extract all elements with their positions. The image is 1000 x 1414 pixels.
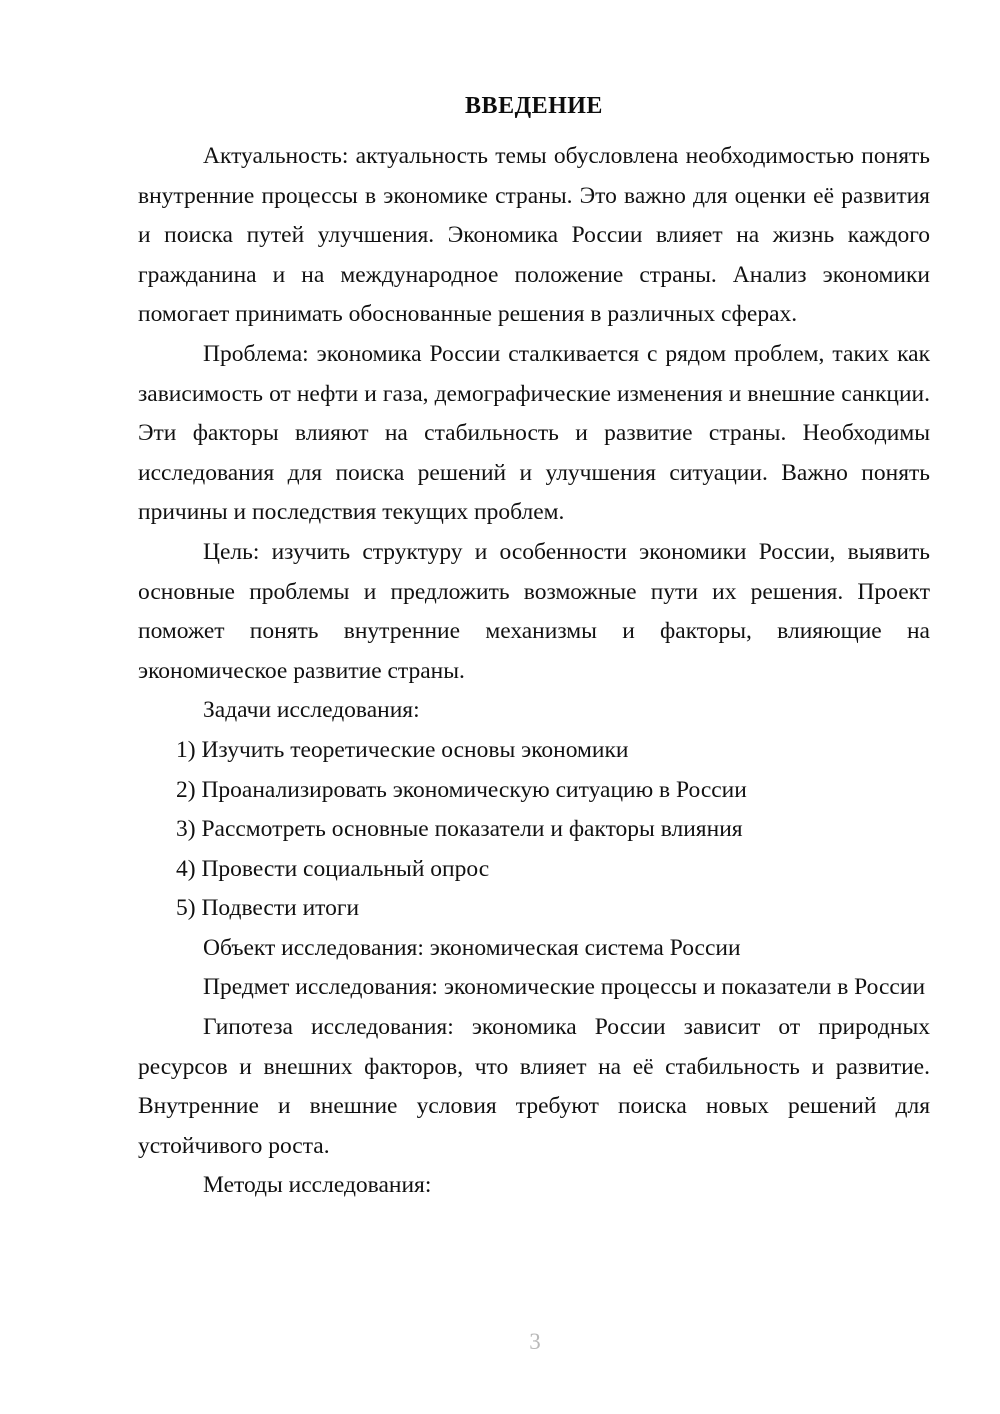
paragraph-subject: Предмет исследования: экономические процессы и показатели в России	[203, 974, 926, 1001]
page-title: ВВЕДЕНИЕ	[465, 93, 603, 119]
page-content	[138, 86, 930, 1206]
paragraph-problem: Проблема: экономика России сталкивается с рядом проблем, таких как зависимость от нефти и газа, демографические изменения и внешние санкции. Эти факторы влияют на стабильность и развитие страны. Необходимы исследования для поиска решений и улучшения ситуации. Важно понять причины и последствия текущих проблем.	[138, 340, 930, 526]
page-number: 3	[529, 1329, 541, 1354]
paragraph-hypothesis: Гипотеза исследования: экономика России зависит от природных ресурсов и внешних факторов, что влияет на её стабильность и развитие. Внутренние и внешние условия требуют поиска новых решений для устойчивого роста.	[138, 1014, 930, 1159]
methods-label: Методы исследования:	[203, 1172, 432, 1199]
list-item: 2) Проанализировать экономическую ситуацию в России	[176, 776, 747, 803]
paragraph-object: Объект исследования: экономическая система России	[203, 934, 741, 961]
tasks-label: Задачи исследования:	[203, 697, 420, 724]
paragraph-goal: Цель: изучить структуру и особенности экономики России, выявить основные проблемы и предложить возможные пути их решения. Проект поможет понять внутренние механизмы и факторы, влияющие на экономическое развитие страны.	[138, 538, 930, 684]
list-item: 4) Провести социальный опрос	[176, 855, 490, 882]
list-item: 1) Изучить теоретические основы экономики	[176, 736, 629, 763]
paragraph-relevance: Актуальность: актуальность темы обусловлена необходимостью понять внутренние процессы в экономике страны. Это важно для оценки её развития и поиска путей улучшения. Экономика России влияет на жизнь каждого гражданина и на международное положение страны. Анализ экономики помогает принимать обоснованные решения в различных сферах.	[138, 143, 930, 328]
tasks-list	[138, 731, 930, 929]
list-item: 5) Подвести итоги	[176, 895, 360, 922]
list-item: 3) Рассмотреть основные показатели и факторы влияния	[176, 816, 743, 843]
